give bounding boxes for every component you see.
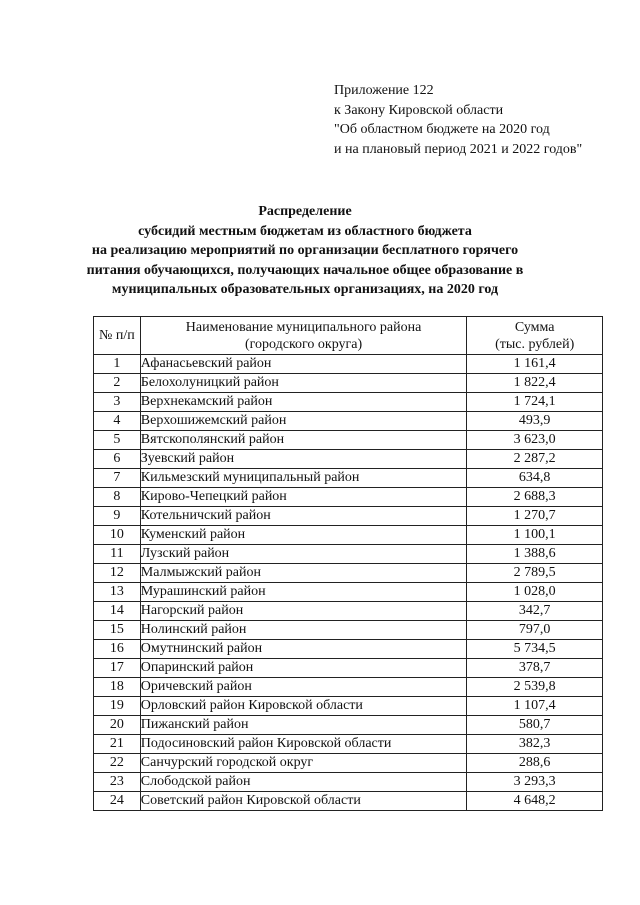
subsidy-amount: 342,7: [467, 602, 603, 621]
row-number: 1: [94, 355, 141, 374]
subsidy-amount: 2 539,8: [467, 678, 603, 697]
row-number: 17: [94, 659, 141, 678]
subsidy-amount: 1 822,4: [467, 374, 603, 393]
table-row: [94, 773, 603, 792]
row-number: 13: [94, 583, 141, 602]
table-row: [94, 716, 603, 735]
table-row: [94, 659, 603, 678]
row-number: 16: [94, 640, 141, 659]
table-row: [94, 488, 603, 507]
row-number: 4: [94, 412, 141, 431]
subsidy-amount: 3 293,3: [467, 773, 603, 792]
table-row: [94, 564, 603, 583]
table-row: [94, 678, 603, 697]
row-number: 6: [94, 450, 141, 469]
title-line: субсидий местным бюджетам из областного бюджета: [138, 223, 472, 239]
header-sum-line1: Сумма: [514, 319, 555, 335]
subsidy-amount: 634,8: [467, 469, 603, 488]
header-sum-line2: (тыс. рублей): [495, 336, 575, 352]
table-row: [94, 697, 603, 716]
table-row: [94, 545, 603, 564]
district-name: Советский район Кировской области: [140, 792, 467, 811]
appendix-header: [334, 81, 582, 159]
subsidy-amount: 378,7: [467, 659, 603, 678]
district-name: Верхошижемский район: [140, 412, 467, 431]
table-row: [94, 393, 603, 412]
row-number: 9: [94, 507, 141, 526]
row-number: 12: [94, 564, 141, 583]
row-number: 5: [94, 431, 141, 450]
header-name-line2: (городского округа): [244, 336, 363, 352]
table-row: [94, 507, 603, 526]
table-header-row: [94, 317, 603, 355]
row-number: 8: [94, 488, 141, 507]
subsidy-amount: 2 789,5: [467, 564, 603, 583]
district-name: Нолинский район: [140, 621, 467, 640]
subsidy-amount: 1 107,4: [467, 697, 603, 716]
table-row: [94, 412, 603, 431]
table-row: [94, 450, 603, 469]
subsidy-amount: 2 688,3: [467, 488, 603, 507]
appendix-line: "Об областном бюджете на 2020 год: [334, 122, 550, 137]
district-name: Афанасьевский район: [140, 355, 467, 374]
subsidy-amount: 1 028,0: [467, 583, 603, 602]
header-num: № п/п: [94, 317, 141, 355]
subsidy-amount: 1 161,4: [467, 355, 603, 374]
district-name: Орловский район Кировской области: [140, 697, 467, 716]
title-line: Распределение: [258, 204, 352, 219]
row-number: 24: [94, 792, 141, 811]
district-name: Оричевский район: [140, 678, 467, 697]
title-line: питания обучающихся, получающих начальное общее образование в: [86, 262, 524, 278]
subsidy-amount: 3 623,0: [467, 431, 603, 450]
row-number: 7: [94, 469, 141, 488]
district-name: Опаринский район: [140, 659, 467, 678]
district-name: Верхнекамский район: [140, 393, 467, 412]
district-name: Санчурский городской округ: [140, 754, 467, 773]
title-line: муниципальных образовательных организациях, на 2020 год: [111, 282, 499, 297]
table-row: [94, 754, 603, 773]
district-name: Кильмезский муниципальный район: [140, 469, 467, 488]
document-title: [80, 202, 530, 300]
row-number: 15: [94, 621, 141, 640]
row-number: 10: [94, 526, 141, 545]
district-name: Нагорский район: [140, 602, 467, 621]
subsidy-amount: 2 287,2: [467, 450, 603, 469]
district-name: Зуевский район: [140, 450, 467, 469]
subsidy-amount: 1 100,1: [467, 526, 603, 545]
subsidy-amount: 5 734,5: [467, 640, 603, 659]
district-name: Лузский район: [140, 545, 467, 564]
district-name: Пижанский район: [140, 716, 467, 735]
row-number: 22: [94, 754, 141, 773]
district-name: Белохолуницкий район: [140, 374, 467, 393]
table-row: [94, 792, 603, 811]
header-name: [140, 317, 467, 355]
table-row: [94, 374, 603, 393]
row-number: 14: [94, 602, 141, 621]
table-row: [94, 355, 603, 374]
district-name: Куменский район: [140, 526, 467, 545]
appendix-line: и на плановый период 2021 и 2022 годов": [334, 141, 583, 157]
district-name: Подосиновский район Кировской области: [140, 735, 467, 754]
table-row: [94, 602, 603, 621]
table-row: [94, 583, 603, 602]
district-name: Кирово-Чепецкий район: [140, 488, 467, 507]
table-row: [94, 640, 603, 659]
row-number: 18: [94, 678, 141, 697]
title-line: на реализацию мероприятий по организации бесплатного горячего: [91, 243, 519, 258]
subsidy-amount: 288,6: [467, 754, 603, 773]
table-row: [94, 735, 603, 754]
appendix-line: Приложение 122: [334, 83, 434, 98]
subsidy-amount: 580,7: [467, 716, 603, 735]
table-row: [94, 431, 603, 450]
table-row: [94, 621, 603, 640]
row-number: 23: [94, 773, 141, 792]
subsidy-amount: 493,9: [467, 412, 603, 431]
district-name: Омутнинский район: [140, 640, 467, 659]
row-number: 2: [94, 374, 141, 393]
district-name: Мурашинский район: [140, 583, 467, 602]
district-name: Слободской район: [140, 773, 467, 792]
subsidy-amount: 1 388,6: [467, 545, 603, 564]
subsidy-amount: 4 648,2: [467, 792, 603, 811]
row-number: 20: [94, 716, 141, 735]
subsidy-table: [93, 316, 603, 811]
subsidy-amount: 382,3: [467, 735, 603, 754]
subsidy-amount: 1 270,7: [467, 507, 603, 526]
row-number: 3: [94, 393, 141, 412]
subsidy-amount: 797,0: [467, 621, 603, 640]
row-number: 11: [94, 545, 141, 564]
row-number: 21: [94, 735, 141, 754]
header-sum: [467, 317, 603, 355]
header-name-line1: Наименование муниципального района: [185, 319, 422, 335]
district-name: Вятскополянский район: [140, 431, 467, 450]
table-row: [94, 469, 603, 488]
appendix-line: к Закону Кировской области: [334, 102, 504, 118]
district-name: Малмыжский район: [140, 564, 467, 583]
subsidy-amount: 1 724,1: [467, 393, 603, 412]
table-row: [94, 526, 603, 545]
row-number: 19: [94, 697, 141, 716]
table-body: [94, 355, 603, 811]
district-name: Котельничский район: [140, 507, 467, 526]
